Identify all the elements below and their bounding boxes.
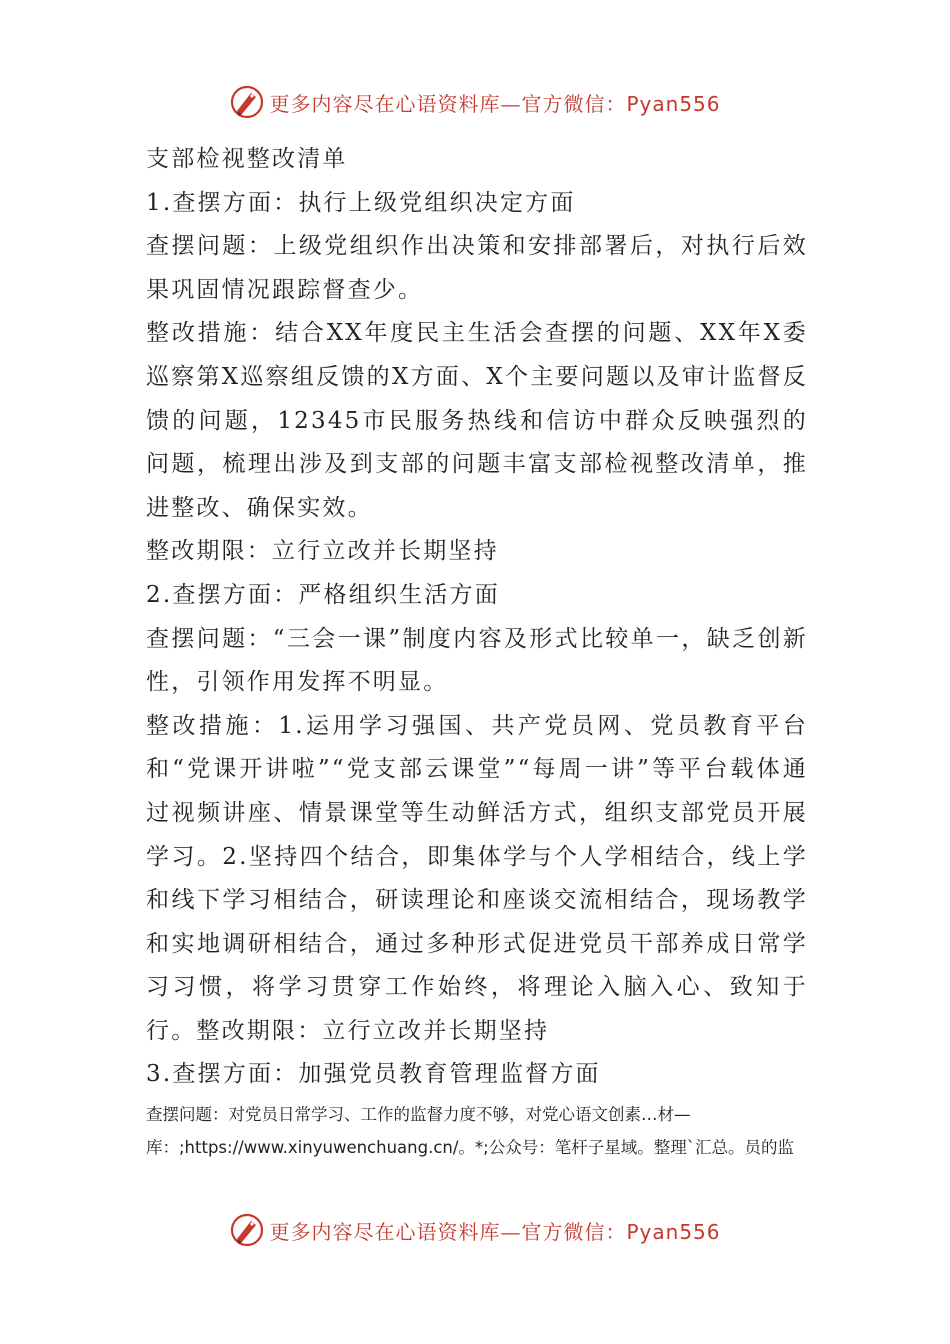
paragraph: 2.查摆方面：严格组织生活方面 [146, 581, 500, 608]
wechat-id: Pyan556 [626, 91, 721, 116]
pen-nib-logo-icon [229, 1212, 265, 1248]
document-title: 支部检视整改清单 [146, 146, 348, 172]
paragraph: 1.查摆方面：执行上级党组织决定方面 [146, 189, 576, 216]
pen-nib-logo-icon [229, 84, 265, 120]
paragraph: 3.查摆方面：加强党员教育管理监督方面 [146, 1061, 601, 1088]
paragraph: 查摆问题：“三会一课”制度内容及形式比较单一，缺乏创新性，引领作用发挥不明显。 [146, 625, 808, 696]
small-text-line: 库：;https://www.xinyuwenchuang.cn/。*;公众号：笔杆子星域。整理`汇总。员的监 [146, 1138, 794, 1157]
paragraph: 整改期限：立行立改并长期坚持 [146, 538, 499, 565]
banner-text: 更多内容尽在心语资料库—官方微信： [269, 1219, 627, 1244]
small-text-line: 查摆问题：对党员日常学习、工作的监督力度不够，对党心语文创素…材— [146, 1105, 691, 1124]
footer-banner [0, 1210, 950, 1250]
paragraph: 整改措施：结合XX年度民主生活会查摆的问题、XX年X委巡察第X巡察组反馈的X方面、X个主要问题以及审计监督反馈的问题，12345市民服务热线和信访中群众反映强烈的问题，梳理出涉及到支部的问题丰富支部检视整改清单，推进整改、确保实效。 [146, 320, 808, 521]
document-body [146, 138, 808, 1097]
wechat-id: Pyan556 [626, 1219, 721, 1244]
banner-text: 更多内容尽在心语资料库—官方微信： [269, 91, 627, 116]
header-banner [0, 82, 950, 122]
paragraph: 查摆问题：上级党组织作出决策和安排部署后，对执行后效果巩固情况跟踪督查少。 [146, 233, 808, 303]
small-text-block [146, 1098, 810, 1164]
paragraph: 整改措施：1.运用学习强国、共产党员网、党员教育平台和“党课开讲啦”“党支部云课堂”“每周一讲”等平台载体通过视频讲座、情景课堂等生动鲜活方式，组织支部党员开展学习。2.坚持四个结合，即集体学与个人学相结合，线上学和线下学习相结合，研读理论和座谈交流相结合，现场教学和实地调研相结合，通过多种形式促进党员干部养成日常学习习惯，将学习贯穿工作始终，将理论入脑入心、致知于行。整改期限：立行立改并长期坚持 [146, 712, 808, 1044]
